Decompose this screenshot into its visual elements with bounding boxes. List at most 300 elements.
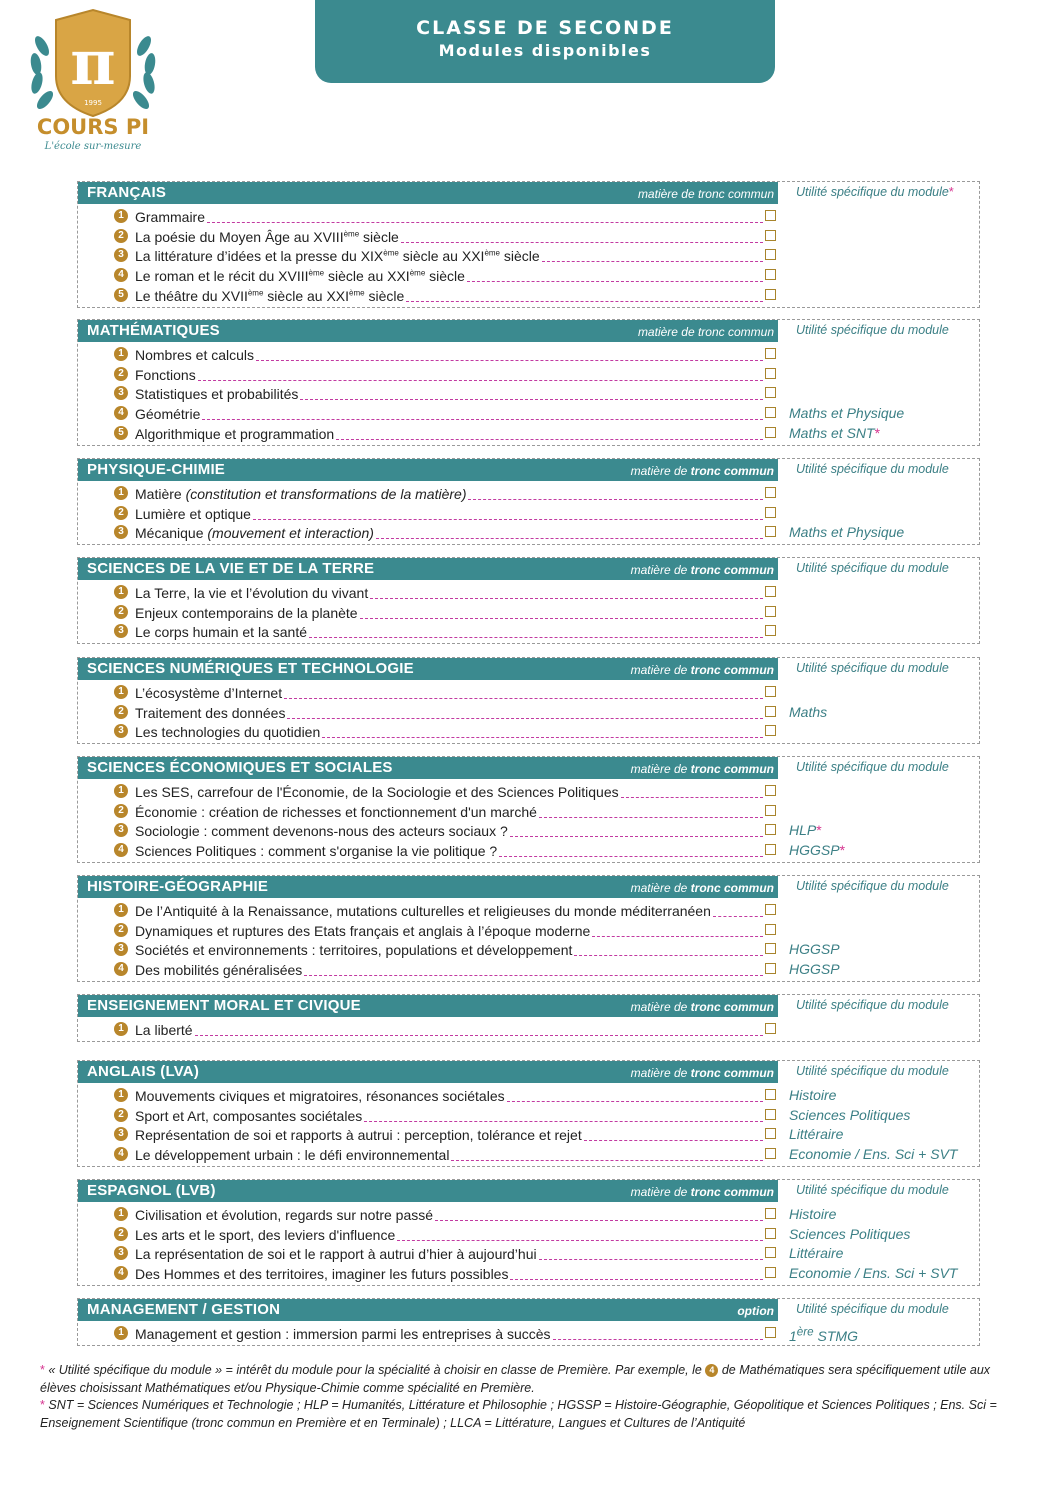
module-name: Le théâtre du XVIIème siècle au XXIème siècle	[135, 287, 405, 304]
module-label	[135, 1146, 763, 1163]
module-checkbox[interactable]	[765, 1109, 776, 1120]
section-tag-bold: tronc commun	[690, 563, 774, 577]
module-checkbox[interactable]	[765, 1208, 776, 1219]
section-tag	[631, 881, 774, 895]
module-utility	[789, 1146, 957, 1162]
dotted-leader	[451, 1160, 763, 1161]
module-checkbox[interactable]	[765, 407, 776, 418]
module-utility-text: Economie / Ens. Sci + SVT	[789, 1146, 958, 1163]
section-tag-prefix: matière de	[630, 563, 691, 577]
dotted-leader	[592, 936, 763, 937]
module-row	[78, 1085, 978, 1104]
module-utility	[789, 405, 904, 421]
module-checkbox[interactable]	[765, 427, 776, 438]
header-banner	[315, 0, 775, 83]
module-name: Mécanique (mouvement et interaction)	[135, 525, 374, 542]
dotted-leader	[553, 1339, 763, 1340]
utility-header-text: Utilité spécifique du module	[796, 760, 949, 774]
module-checkbox[interactable]	[765, 706, 776, 717]
module-row	[78, 403, 978, 422]
module-checkbox[interactable]	[765, 1148, 776, 1159]
module-checkbox[interactable]	[765, 487, 776, 498]
module-label	[135, 604, 763, 621]
module-row	[78, 1124, 978, 1143]
utility-header	[796, 462, 949, 476]
section-10	[77, 1298, 980, 1346]
module-label	[135, 1107, 763, 1124]
module-number-badge: 1	[114, 1088, 128, 1102]
logo-name: COURS PI	[36, 115, 150, 139]
module-name: Civilisation et évolution, regards sur notre passé	[135, 1207, 434, 1223]
section-title: PHYSIQUE-CHIMIE	[87, 461, 226, 478]
footnotes	[40, 1362, 1025, 1432]
module-checkbox[interactable]	[765, 1128, 776, 1139]
footnote-1-part2: de Mathématiques sera spécifiquement utile aux élèves choisissant Mathématiques et/ou Physique-Chimie comme spécialité en Première.	[40, 1363, 991, 1395]
section-tag-prefix: matière de	[630, 464, 691, 478]
module-name: Des mobilités généralisées	[135, 962, 303, 979]
module-utility-text: Littéraire	[789, 1126, 844, 1143]
module-name: Les technologies du quotidien	[135, 724, 321, 741]
utility-header	[796, 879, 949, 893]
module-name: Matière (constitution et transformations de la matière)	[135, 486, 467, 502]
module-row	[78, 602, 978, 621]
dotted-leader	[621, 797, 763, 798]
section-tag	[631, 1000, 774, 1014]
module-name: Lumière et optique	[135, 505, 251, 522]
module-name: La poésie du Moyen Âge au XVIIIème siècle	[135, 228, 399, 245]
module-row	[78, 1204, 978, 1223]
dotted-leader	[207, 222, 763, 223]
section-tag-bold: tronc commun	[690, 663, 774, 677]
module-name: Algorithmique et programmation	[135, 425, 335, 442]
module-row	[78, 1323, 978, 1342]
module-row	[78, 383, 978, 402]
dotted-leader	[397, 1240, 763, 1241]
module-checkbox[interactable]	[765, 230, 776, 241]
module-name: Le développement urbain : le défi environnemental	[135, 1147, 450, 1164]
module-label	[135, 922, 763, 939]
module-row	[78, 1224, 978, 1243]
dotted-leader	[510, 836, 763, 837]
module-number-badge: 1	[114, 1326, 128, 1340]
module-label	[135, 684, 763, 701]
module-name: Statistiques et probabilités	[135, 386, 299, 403]
page-title: CLASSE DE SECONDE	[416, 17, 674, 39]
module-number-badge: 2	[114, 229, 128, 243]
module-name: Sociologie : comment devenons-nous des acteurs sociaux ?	[135, 823, 508, 840]
utility-header	[796, 1064, 949, 1078]
dotted-leader	[256, 360, 763, 361]
module-number-badge: 3	[114, 942, 128, 956]
module-checkbox[interactable]	[765, 348, 776, 359]
module-label	[135, 346, 763, 363]
section-header	[78, 182, 778, 204]
section-tag-bold: tronc commun	[690, 881, 774, 895]
module-number-badge: 5	[114, 426, 128, 440]
module-number-badge: 3	[114, 724, 128, 738]
section-title: SCIENCES NUMÉRIQUES ET TECHNOLOGIE	[87, 660, 414, 677]
module-checkbox[interactable]	[765, 606, 776, 617]
section-title: MANAGEMENT / GESTION	[87, 1301, 281, 1318]
utility-header-text: Utilité spécifique du module	[796, 998, 949, 1012]
section-header	[78, 995, 778, 1017]
module-number-badge: 1	[114, 1207, 128, 1221]
module-number-badge: 3	[114, 525, 128, 539]
module-utility-text: Maths	[789, 703, 828, 720]
module-label	[135, 1087, 763, 1104]
module-number-badge: 1	[114, 486, 128, 500]
module-checkbox[interactable]	[765, 805, 776, 816]
module-label	[135, 1325, 763, 1342]
section-8	[77, 1060, 980, 1167]
section-header	[78, 558, 778, 580]
module-label	[135, 822, 763, 839]
module-name: Économie : création de richesses et fonctionnement d'un marché	[135, 803, 537, 820]
section-tag-bold: tronc commun	[690, 762, 774, 776]
module-name: Mouvements civiques et migratoires, résonances sociétales	[135, 1088, 505, 1104]
dotted-leader	[539, 817, 763, 818]
section-title: FRANÇAIS	[87, 184, 167, 201]
module-number-badge: 2	[114, 804, 128, 818]
section-tag	[631, 464, 774, 478]
module-name: Les arts et le sport, des leviers d'influence	[135, 1226, 396, 1243]
footnote-star-1: *	[40, 1363, 45, 1377]
utility-header	[796, 1183, 949, 1197]
section-title: SCIENCES DE LA VIE ET DE LA TERRE	[87, 560, 375, 577]
module-checkbox[interactable]	[765, 269, 776, 280]
utility-header	[796, 661, 949, 675]
module-row	[78, 840, 978, 859]
module-name: La littérature d’idées et la presse du XIXème siècle au XXIème siècle	[135, 248, 540, 265]
module-checkbox[interactable]	[765, 943, 776, 954]
module-utility-text: Maths et Physique	[789, 524, 905, 541]
footnote-1-part1: « Utilité spécifique du module » = intérêt du module pour la spécialité à choisir en classe de Première. Par exemple, le	[48, 1363, 702, 1377]
module-utility-star: *	[816, 822, 822, 839]
module-label	[135, 623, 763, 640]
module-row	[78, 621, 978, 640]
dotted-leader	[253, 519, 763, 520]
section-title: SCIENCES ÉCONOMIQUES ET SOCIALES	[87, 759, 393, 776]
module-checkbox[interactable]	[765, 368, 776, 379]
module-checkbox[interactable]	[765, 1089, 776, 1100]
module-row	[78, 939, 978, 958]
module-utility	[789, 961, 840, 977]
module-label	[135, 902, 763, 919]
module-name: Fonctions	[135, 366, 196, 383]
utility-header-text: Utilité spécifique du module	[796, 561, 949, 575]
section-tag-prefix: matière de tronc commun	[637, 187, 774, 201]
module-name: Management et gestion : immersion parmi les entreprises à succès	[135, 1326, 551, 1342]
section-1	[77, 319, 980, 446]
module-number-badge: 4	[114, 962, 128, 976]
section-3	[77, 557, 980, 644]
utility-header	[796, 1302, 949, 1316]
module-checkbox[interactable]	[765, 249, 776, 260]
module-row	[78, 503, 978, 522]
module-checkbox[interactable]	[765, 289, 776, 300]
module-checkbox[interactable]	[765, 785, 776, 796]
module-checkbox[interactable]	[765, 686, 776, 697]
module-label	[135, 842, 763, 859]
section-title: ESPAGNOL (LVB)	[87, 1182, 216, 1199]
module-label	[135, 267, 763, 284]
utility-header	[796, 998, 949, 1012]
utility-header-text: Utilité spécifique du module	[796, 1302, 949, 1316]
section-tag-prefix: matière de	[630, 1066, 691, 1080]
module-number-badge: 1	[114, 1022, 128, 1036]
module-checkbox[interactable]	[765, 1327, 776, 1338]
module-number-badge: 5	[114, 288, 128, 302]
section-tag-bold: option	[737, 1304, 774, 1318]
section-0	[77, 181, 980, 308]
footnote-2: SNT = Sciences Numériques et Technologie ; HLP = Humanités, Littérature et Philosophie ; HGSSP = Histoire-Géographie, Géopolitique et Sciences Politiques ; Ens. Sci = Enseignement Scientifique (tronc commun en Première et en Terminale) ; LLCA = Littérature, Langues et Cultures de l’Antiquité	[40, 1398, 997, 1430]
module-utility-star: *	[839, 842, 846, 859]
module-number-badge: 3	[114, 386, 128, 400]
module-checkbox[interactable]	[765, 210, 776, 221]
module-utility-text: Littéraire	[789, 1245, 844, 1262]
module-label	[135, 247, 763, 264]
module-checkbox[interactable]	[765, 924, 776, 935]
module-utility	[789, 704, 827, 720]
module-name: Dynamiques et ruptures des Etats français et anglais à l’époque moderne	[135, 922, 591, 939]
module-label	[135, 228, 763, 245]
module-utility-text: HLP	[789, 822, 817, 839]
dotted-leader	[584, 1140, 763, 1141]
module-checkbox[interactable]	[765, 904, 776, 915]
section-6	[77, 875, 980, 982]
module-number-badge: 4	[114, 1147, 128, 1161]
module-label	[135, 425, 763, 442]
module-checkbox[interactable]	[765, 1023, 776, 1034]
module-checkbox[interactable]	[765, 1228, 776, 1239]
dotted-leader	[195, 1035, 763, 1036]
module-number-badge: 2	[114, 506, 128, 520]
dotted-leader	[507, 1101, 763, 1102]
module-name: Nombres et calculs	[135, 347, 255, 363]
module-checkbox[interactable]	[765, 387, 776, 398]
section-5	[77, 756, 980, 863]
module-name: Sport et Art, composantes sociétales	[135, 1107, 363, 1124]
module-utility	[789, 842, 845, 858]
dotted-leader	[499, 856, 763, 857]
module-number-badge: 1	[114, 784, 128, 798]
module-name: Les SES, carrefour de l'Économie, de la Sociologie et des Sciences Politiques	[135, 784, 619, 800]
module-name: La liberté	[135, 1022, 193, 1038]
dotted-leader	[336, 439, 763, 440]
utility-header-star: *	[948, 185, 954, 199]
module-label	[135, 405, 763, 422]
section-tag	[638, 187, 774, 201]
module-row	[78, 1019, 978, 1038]
module-utility	[789, 1107, 910, 1123]
module-utility	[789, 822, 822, 838]
section-tag	[638, 325, 774, 339]
module-utility	[789, 1226, 910, 1242]
module-row	[78, 226, 978, 245]
module-checkbox[interactable]	[765, 507, 776, 518]
module-utility-text: HGGSP	[789, 941, 840, 958]
section-4	[77, 657, 980, 744]
module-checkbox[interactable]	[765, 725, 776, 736]
module-utility	[789, 1126, 843, 1142]
module-checkbox[interactable]	[765, 844, 776, 855]
module-name: Sociétés et environnements : territoires, populations et développement	[135, 942, 573, 959]
module-utility-text: HGGSP	[789, 842, 840, 859]
logo-year: 1995	[84, 99, 102, 107]
section-header	[78, 757, 778, 779]
module-row	[78, 522, 978, 541]
module-number-badge: 1	[114, 685, 128, 699]
module-utility	[789, 1245, 843, 1261]
module-row	[78, 781, 978, 800]
module-label	[135, 366, 763, 383]
section-header	[78, 658, 778, 680]
section-tag	[631, 663, 774, 677]
module-label	[135, 1245, 763, 1262]
module-utility-text: Sciences Politiques	[789, 1106, 911, 1123]
module-checkbox[interactable]	[765, 1267, 776, 1278]
module-utility-text: Maths et SNT	[789, 424, 875, 441]
module-name: Enjeux contemporains de la planète	[135, 604, 358, 621]
module-number-badge: 4	[114, 406, 128, 420]
module-label	[135, 1206, 763, 1223]
logo-symbol: π	[70, 26, 116, 99]
module-number-badge: 1	[114, 903, 128, 917]
module-name: Le corps humain et la santé	[135, 624, 307, 641]
section-header	[78, 1061, 778, 1083]
section-tag	[631, 1185, 774, 1199]
section-header	[78, 1180, 778, 1202]
module-row	[78, 285, 978, 304]
utility-header-text: Utilité spécifique du module	[796, 185, 949, 199]
module-number-badge: 1	[114, 347, 128, 361]
module-row	[78, 1263, 978, 1282]
module-utility	[789, 1325, 858, 1344]
dotted-leader	[401, 242, 763, 243]
module-utility-text: 1ère STMG	[789, 1325, 858, 1344]
module-row	[78, 721, 978, 740]
dotted-leader	[309, 637, 763, 638]
utility-header	[796, 185, 954, 199]
module-label	[135, 287, 763, 304]
module-label	[135, 803, 763, 820]
module-row	[78, 364, 978, 383]
module-checkbox[interactable]	[765, 824, 776, 835]
module-row	[78, 820, 978, 839]
module-row	[78, 1105, 978, 1124]
module-label	[135, 1226, 763, 1243]
dotted-leader	[360, 618, 763, 619]
module-number-badge: 3	[114, 248, 128, 262]
dotted-leader	[322, 737, 763, 738]
module-row	[78, 423, 978, 442]
utility-header-text: Utilité spécifique du module	[796, 661, 949, 675]
module-utility-text: Sciences Politiques	[789, 1225, 911, 1242]
module-utility	[789, 524, 904, 540]
section-9	[77, 1179, 980, 1286]
logo-tagline: L'école sur-mesure	[44, 141, 142, 152]
dotted-leader	[468, 499, 763, 500]
module-number-badge: 3	[114, 1246, 128, 1260]
section-header	[78, 459, 778, 481]
module-checkbox[interactable]	[765, 526, 776, 537]
module-label	[135, 941, 763, 958]
section-tag-bold: tronc commun	[690, 1000, 774, 1014]
dotted-leader	[467, 281, 763, 282]
module-label	[135, 783, 763, 800]
section-tag-prefix: matière de	[630, 881, 691, 895]
module-number-badge: 3	[114, 1127, 128, 1141]
module-checkbox[interactable]	[765, 963, 776, 974]
module-checkbox[interactable]	[765, 1247, 776, 1258]
page-subtitle: Modules disponibles	[438, 41, 652, 60]
dotted-leader	[435, 1220, 763, 1221]
module-row	[78, 206, 978, 225]
module-row	[78, 900, 978, 919]
module-number-badge: 2	[114, 705, 128, 719]
module-checkbox[interactable]	[765, 586, 776, 597]
dotted-leader	[284, 698, 763, 699]
module-row	[78, 1144, 978, 1163]
module-label	[135, 1021, 763, 1038]
dotted-leader	[510, 1279, 763, 1280]
section-tag	[631, 1066, 774, 1080]
module-checkbox[interactable]	[765, 625, 776, 636]
section-header	[78, 876, 778, 898]
section-title: ENSEIGNEMENT MORAL ET CIVIQUE	[87, 997, 361, 1014]
module-label	[135, 385, 763, 402]
section-tag	[631, 563, 774, 577]
module-name: Sciences Politiques : comment s'organise la vie politique ?	[135, 843, 498, 860]
module-name: La représentation de soi et le rapport à autrui d’hier à aujourd’hui	[135, 1246, 537, 1263]
module-label	[135, 723, 763, 740]
section-header	[78, 1299, 778, 1321]
module-utility	[789, 1206, 836, 1222]
module-row	[78, 245, 978, 264]
module-utility-text: Maths et Physique	[789, 405, 905, 422]
module-number-badge: 1	[114, 585, 128, 599]
section-tag	[737, 1304, 774, 1318]
section-tag-bold: tronc commun	[690, 464, 774, 478]
module-label	[135, 1265, 763, 1282]
module-number-badge: 2	[114, 1227, 128, 1241]
cours-pi-logo	[22, 6, 164, 156]
section-tag-prefix: matière de	[630, 1000, 691, 1014]
section-tag	[631, 762, 774, 776]
dotted-leader	[539, 1259, 763, 1260]
module-row	[78, 920, 978, 939]
dotted-leader	[198, 380, 763, 381]
module-row	[78, 344, 978, 363]
module-number-badge: 2	[114, 923, 128, 937]
footnote-star-2: *	[40, 1398, 45, 1412]
module-label	[135, 505, 763, 522]
section-tag-bold: tronc commun	[690, 1185, 774, 1199]
utility-header	[796, 561, 949, 575]
utility-header	[796, 323, 949, 337]
module-label	[135, 584, 763, 601]
module-utility	[789, 1265, 957, 1281]
utility-header	[796, 760, 949, 774]
section-title: ANGLAIS (LVA)	[87, 1063, 200, 1080]
dotted-leader	[542, 261, 763, 262]
utility-header-text: Utilité spécifique du module	[796, 462, 949, 476]
module-label	[135, 208, 763, 225]
dotted-leader	[364, 1121, 763, 1122]
module-name: Le roman et le récit du XVIIIème siècle au XXIème siècle	[135, 268, 465, 285]
module-name: Géométrie	[135, 406, 201, 423]
dotted-leader	[304, 975, 763, 976]
